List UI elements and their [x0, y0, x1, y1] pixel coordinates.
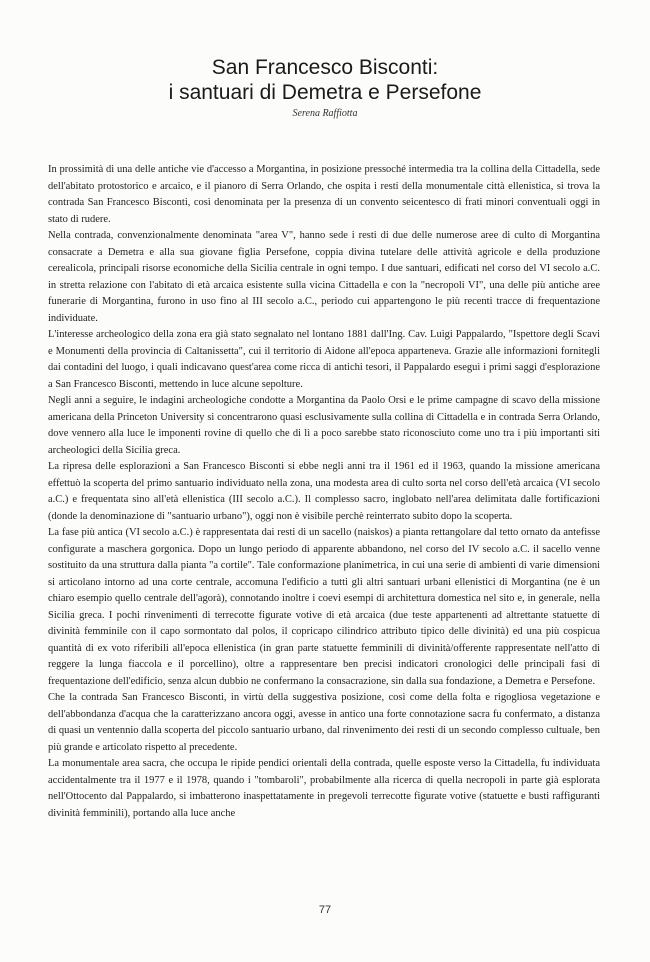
article-title-line-1: San Francesco Bisconti: [211, 56, 439, 79]
article-title-line-2: i santuari di Demetra e Persefone [168, 81, 482, 104]
paragraph-8: La monumentale area sacra, che occupa le ripide pendici orientali della contrada, quelle esposte verso la Cittadella, fu individuata accidentalmente tra il 1977 e il 1978, quando i "tombaroli", probabilmente alla ricerca di quella necropoli in parte già esplorata nell'Ottocento dal Pappalardo, si imbatterono inaspettatamente in pregevoli terrecotte figurate votive (statuette e busti raffiguranti divinità femminili), portando alla luce anche [48, 758, 600, 819]
paragraph-4: Negli anni a seguire, le indagini archeologiche condotte a Morgantina da Paolo Orsi e le prime campagne di scavo della missione americana della Princeton University si concentrarono quasi esclusivamente sulla collina di Cittadella e in contrada Serra Orlando, dove vennero alla luce le imponenti rovine di quello che di lì a poco sarebbe stato riconosciuto come uno tra i più importanti siti archeologici della Sicilia greca. [48, 395, 600, 456]
paragraph-6: La fase più antica (VI secolo a.C.) è rappresentata dai resti di un sacello (naiskos) a pianta rettangolare dal tetto ornato da antefisse configurate a maschera gorgonica. Dopo un lungo periodo di apparente abbandono, nel corso del IV secolo a.C. il sacello venne sostituito da una struttura dalla pianta "a cortile". Tale conformazione planimetrica, in cui una serie di ambienti di varie dimensioni si articolano intorno ad una corte centrale, accomuna l'edificio a tutti gli altri santuari urbani ellenistici di Morgantina (ne è un chiaro esempio quello centrale dell'agorà), connotando inoltre i coevi esempi di architettura domestica nel sito e, in generale, nella Sicilia greca. I pochi rinvenimenti di terrecotte figurate votive di età arcaica (due teste appartenenti ad altrettante statuette di divinità femminile con il capo sormontato dal polos, il copricapo cilindrico attributo tipico delle divinità) ed una più cospicua quantità di ex voto riferibili all'epoca ellenistica (in gran parte statuette femminili di divinità/offerente rappresentate nell'atto di reggere la lunga fiaccola e il porcellino), oltre a rappresentare ben precisi indicatori cronologici delle principali fasi di frequentazione dell'edificio, senza alcun dubbio ne confermano la consacrazione, sin dalla sua fondazione, a Demetra e Persefone. [48, 527, 600, 687]
author-name: Serena Raffiotta [292, 108, 358, 119]
paragraph-1: In prossimità di una delle antiche vie d'accesso a Morgantina, in posizione pressoché intermedia tra la collina della Cittadella, sede dell'abitato protostorico e arcaico, e il pianoro di Serra Orlando, che ospita i resti della monumentale città ellenistica, si trova la contrada San Francesco Bisconti, così denominata per la presenza di un convento seicentesco di frati minori conventuali oggi in stato di rudere. [48, 164, 600, 225]
paragraph-5: La ripresa delle esplorazioni a San Francesco Bisconti si ebbe negli anni tra il 1961 ed il 1963, quando la missione americana effettuò la scoperta del primo santuario individuato nella zona, una modesta area di culto sorta nel corso dell'età arcaica (VI secolo a.C.) e frequentata sino all'età ellenistica (III secolo a.C.). Il complesso sacro, inglobato nell'area delimitata dalle fortificazioni (donde la denominazione di "santuario urbano"), oggi non è visibile perchè reinterrato subito dopo la scoperta. [48, 461, 600, 522]
article-body [48, 162, 600, 822]
paragraph-2: Nella contrada, convenzionalmente denominata "area V", hanno sede i resti di due delle numerose aree di culto di Morgantina consacrate a Demetra e alla sua giovane figlia Persefone, coppia divina tutelare delle attività agricole e della produzione cerealicola, principali risorse economiche della Sicilia centrale in ogni tempo. I due santuari, edificati nel corso del VI secolo a.C. in stretta relazione con l'abitato di età arcaica esistente sulla vicina Cittadella e con la "necropoli VI", una delle più antiche aree funerarie di Morgantina, furono in uso fino al III secolo a.C., periodo cui appartengono le più recenti tracce di frequentazione individuate. [48, 230, 600, 324]
page-number: 77 [318, 904, 332, 916]
paragraph-3: L'interesse archeologico della zona era già stato segnalato nel lontano 1881 dall'Ing. Cav. Luigi Pappalardo, "Ispettore degli Scavi e Monumenti della provincia di Caltanissetta", cui il territorio di Aidone all'epoca apparteneva. Grazie alle informazioni fornitegli dai contadini del luogo, i quali indicavano quest'area come ricca di antichi tesori, il Pappalardo eseguì i primi saggi d'esplorazione a San Francesco Bisconti, mettendo in luce alcune sepolture. [48, 329, 600, 390]
paragraph-7: Che la contrada San Francesco Bisconti, in virtù della suggestiva posizione, così come della folta e rigogliosa vegetazione e dell'abbondanza d'acqua che la caratterizzano ancora oggi, avesse in antico una forte connotazione sacra fu confermato, a distanza di quasi un ventennio dalla scoperta del piccolo santuario urbano, dal rinvenimento dei resti di un secondo complesso cultuale, ben più grande e articolato rispetto al precedente. [48, 692, 600, 753]
